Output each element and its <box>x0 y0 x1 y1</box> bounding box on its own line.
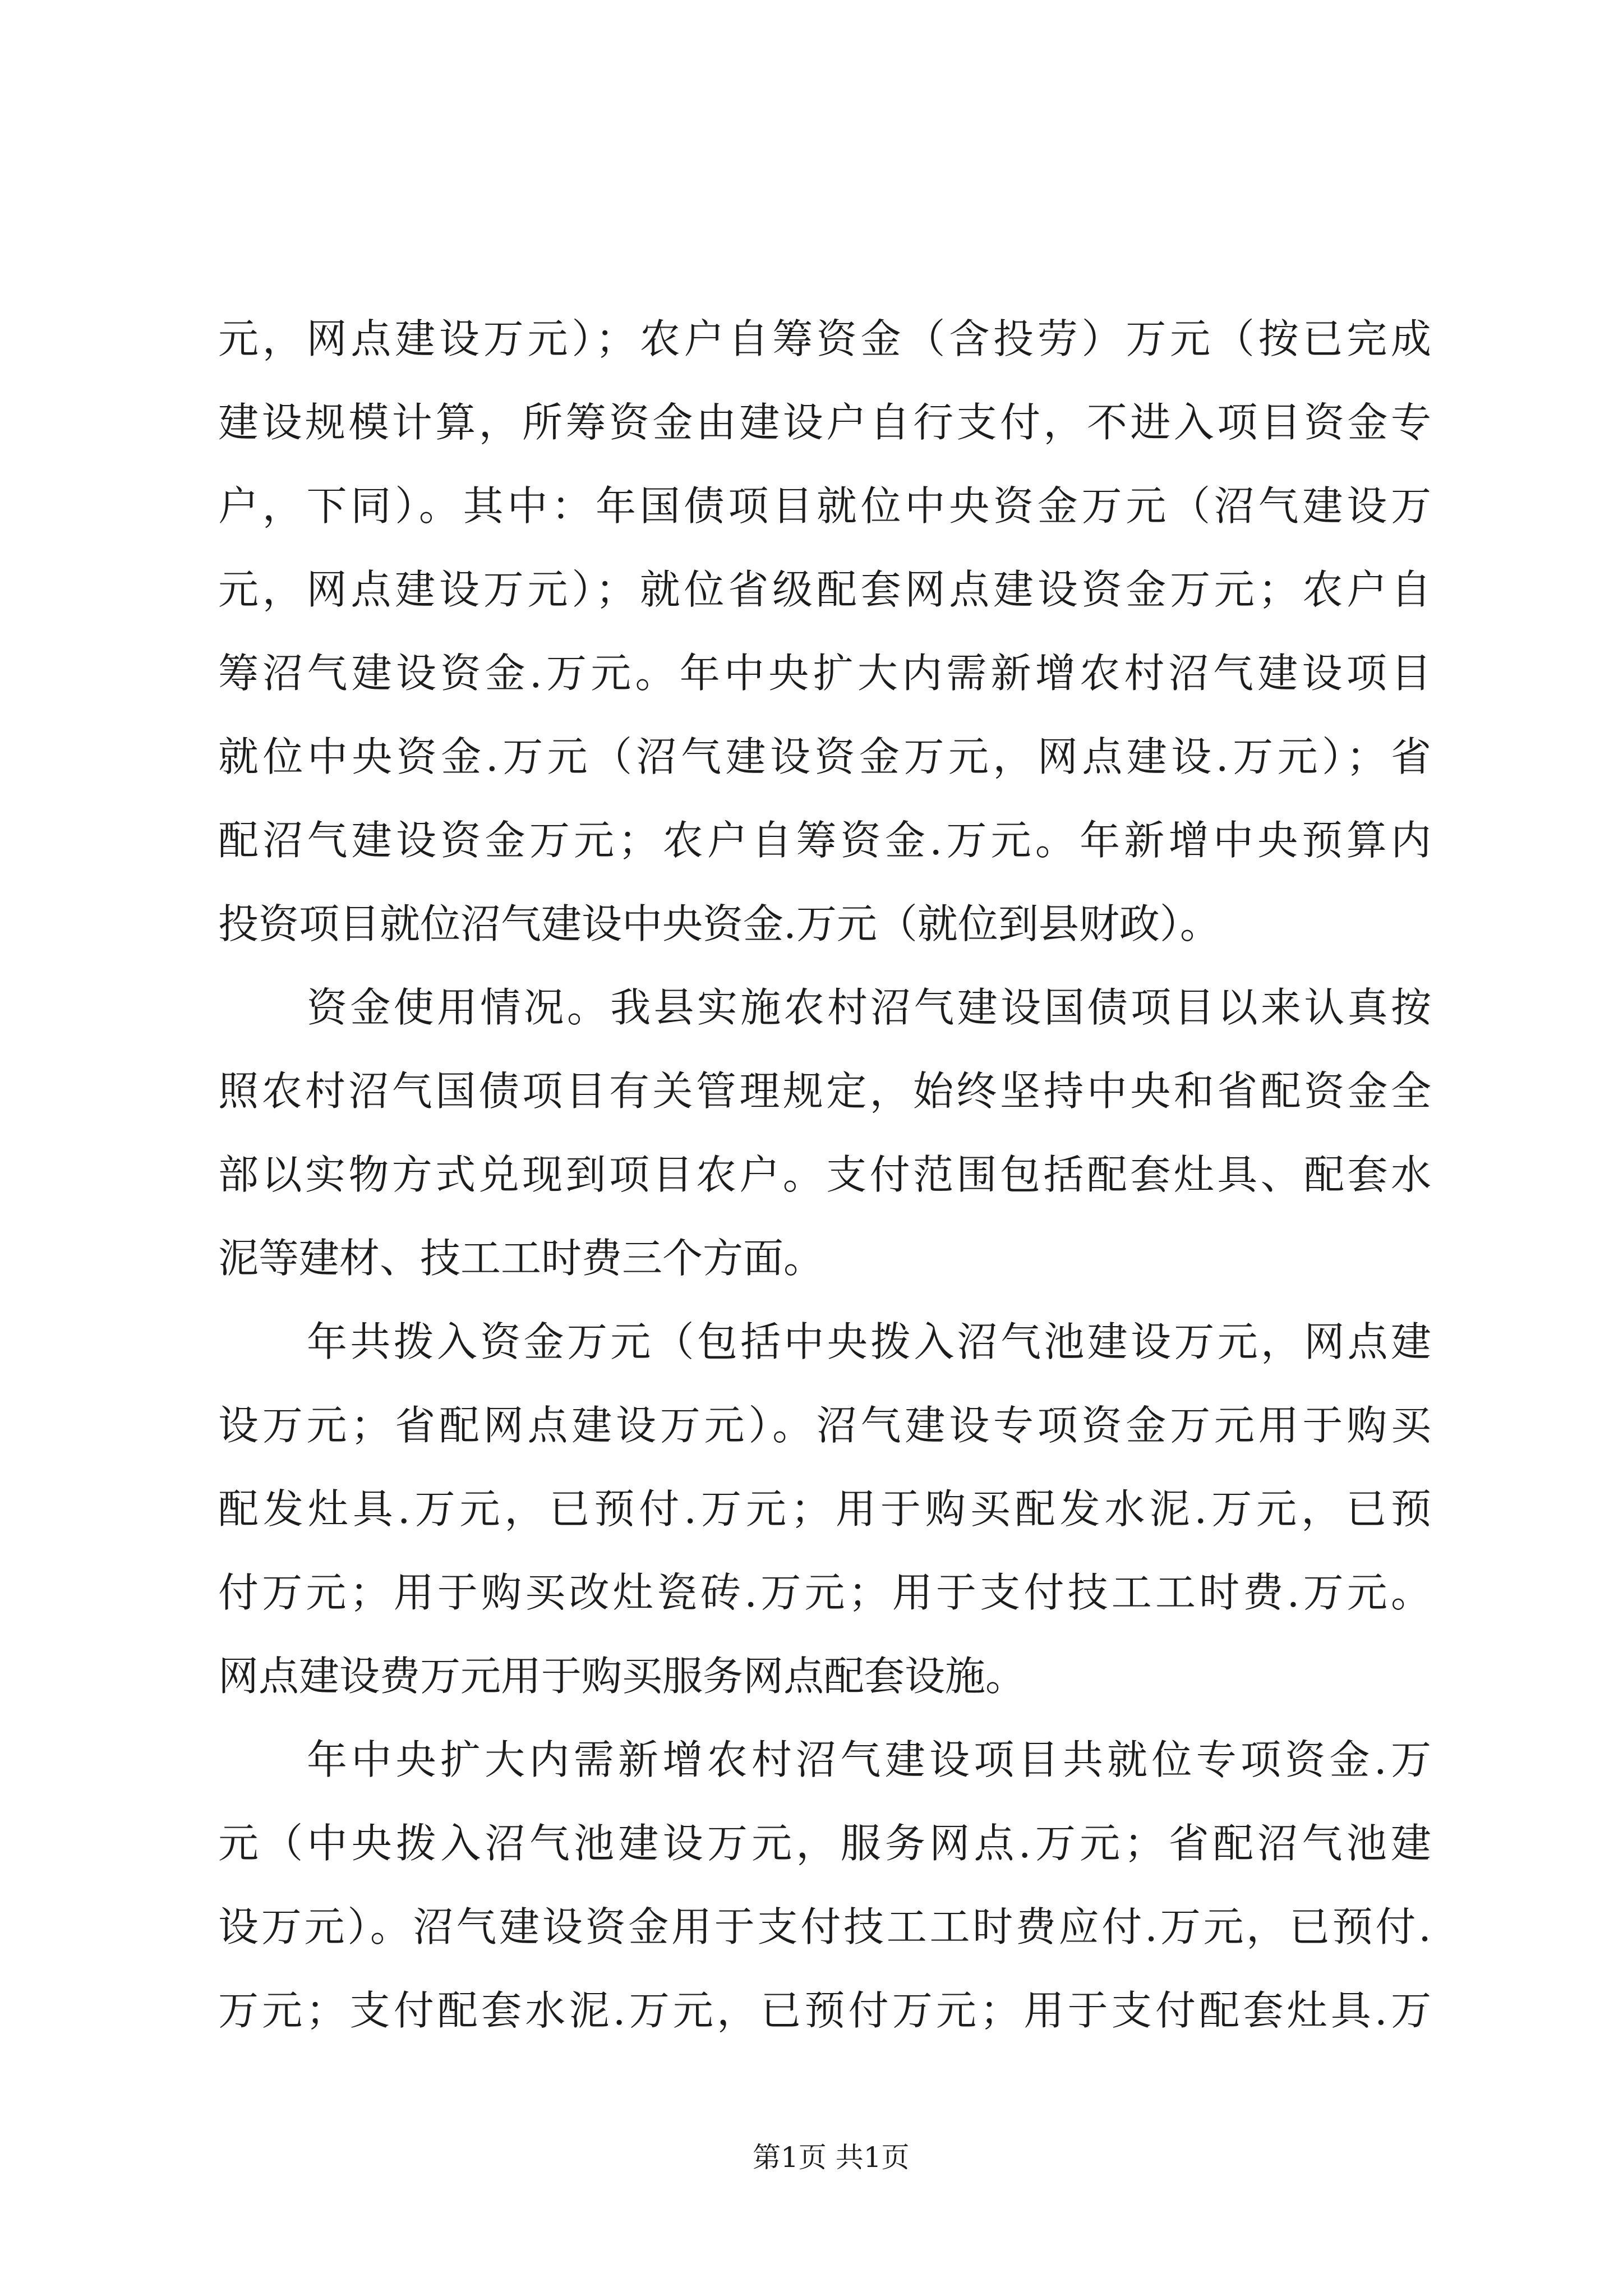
text-line: 投资项目就位沼气建设中央资金.万元（就位到县财政）。 <box>218 900 1220 947</box>
paragraph-fund-usage <box>218 966 1431 1300</box>
text-line: 万元；支付配套水泥.万元，已预付万元；用于支付配套灶具.万 <box>218 1987 1431 2034</box>
text-line: 年中央扩大内需新增农村沼气建设项目共就位专项资金.万 <box>307 1736 1431 1783</box>
paragraph-funding-sources <box>218 297 1431 966</box>
text-line: 户，下同）。其中：年国债项目就位中央资金万元（沼气建设万 <box>218 482 1431 530</box>
text-line: 元（中央拨入沼气池建设万元，服务网点.万元；省配沼气池建 <box>218 1820 1431 1867</box>
text-line: 配沼气建设资金万元；农户自筹资金.万元。年新增中央预算内 <box>218 817 1431 864</box>
text-line: 网点建设费万元用于购买服务网点配套设施。 <box>218 1653 1026 1700</box>
text-line: 泥等建材、技工工时费三个方面。 <box>218 1235 824 1282</box>
text-line: 照农村沼气国债项目有关管理规定，始终坚持中央和省配资金全 <box>218 1068 1431 1115</box>
text-line: 年共拨入资金万元（包括中央拨入沼气池建设万元，网点建 <box>307 1318 1431 1365</box>
text-line: 就位中央资金.万元（沼气建设资金万元，网点建设.万元）；省 <box>218 733 1431 780</box>
text-line: 资金使用情况。我县实施农村沼气建设国债项目以来认真按 <box>307 984 1431 1031</box>
text-line: 元，网点建设万元）；农户自筹资金（含投劳）万元（按已完成 <box>218 315 1431 362</box>
text-line: 设万元；省配网点建设万元）。沼气建设专项资金万元用于购买 <box>218 1402 1431 1449</box>
text-line: 筹沼气建设资金.万元。年中央扩大内需新增农村沼气建设项目 <box>218 650 1431 697</box>
text-line: 建设规模计算，所筹资金由建设户自行支付，不进入项目资金专 <box>218 399 1431 446</box>
text-line: 部以实物方式兑现到项目农户。支付范围包括配套灶具、配套水 <box>218 1151 1431 1198</box>
paragraph-annual-allocation <box>218 1300 1431 1718</box>
page-number-footer: 第1页 共1页 <box>753 2141 910 2174</box>
text-line: 元，网点建设万元）；就位省级配套网点建设资金万元；农户自 <box>218 566 1431 613</box>
paragraph-stimulus-project <box>218 1718 1431 2053</box>
text-line: 设万元）。沼气建设资金用于支付技工工时费应付.万元，已预付. <box>218 1903 1431 1950</box>
text-line: 配发灶具.万元，已预付.万元；用于购买配发水泥.万元，已预 <box>218 1485 1431 1533</box>
text-line: 付万元；用于购买改灶瓷砖.万元；用于支付技工工时费.万元。 <box>218 1569 1431 1616</box>
document-body <box>218 297 1431 2053</box>
